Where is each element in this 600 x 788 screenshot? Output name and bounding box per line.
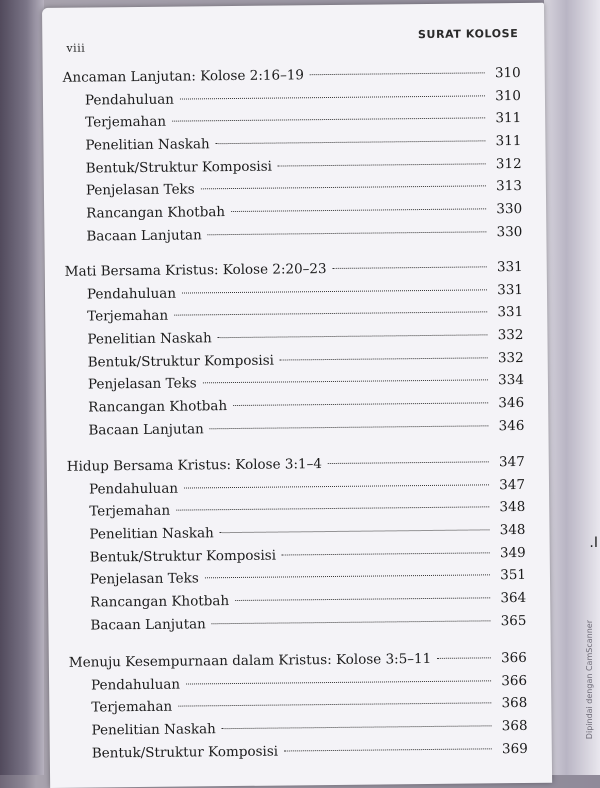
toc-subentry-page: 368 — [501, 718, 528, 735]
toc-subentry-title: Bacaan Lanjutan — [86, 227, 202, 245]
dot-leader — [282, 552, 490, 555]
dot-leader — [222, 725, 492, 729]
dot-leader — [182, 289, 487, 293]
toc-subentry-page: 368 — [501, 695, 528, 712]
dot-leader — [333, 266, 487, 269]
toc-subentry-page: 369 — [501, 740, 528, 757]
dot-leader — [233, 402, 488, 406]
toc-subentry-title: Penjelasan Teks — [89, 570, 199, 588]
toc-subentry — [64, 224, 522, 251]
toc-section — [67, 454, 527, 640]
toc-entry-title: Menuju Kesempurnaan dalam Kristus: Kolose 3:5–11 — [68, 650, 432, 671]
toc-entry-page: 366 — [500, 649, 527, 667]
toc-subentry-page: 365 — [500, 612, 527, 630]
dot-leader — [203, 380, 488, 384]
toc-subentry-title: Bentuk/Struktur Komposisi — [85, 158, 272, 177]
dot-leader — [216, 140, 486, 144]
toc-subentry-title: Penelitian Naskah — [91, 721, 216, 739]
toc-subentry-title: Pendahuluan — [91, 676, 181, 694]
toc-subentry-title: Pendahuluan — [88, 480, 179, 498]
dot-leader — [231, 208, 486, 212]
toc-subentry-title: Penelitian Naskah — [87, 330, 212, 348]
toc-subentry-title: Bacaan Lanjutan — [88, 421, 204, 439]
toc-subentry-title: Penelitian Naskah — [89, 525, 214, 543]
toc-subentry-page: 346 — [498, 417, 525, 435]
toc-subentry-title: Penjelasan Teks — [85, 181, 195, 199]
toc-subentry-title: Bentuk/Struktur Komposisi — [87, 352, 275, 371]
toc-subentry — [70, 741, 528, 768]
book-spine-shadow — [0, 0, 44, 775]
toc-subentry-page: 332 — [497, 349, 524, 366]
dot-leader — [205, 575, 490, 579]
toc-subentry-page: 312 — [495, 155, 522, 173]
dot-leader — [176, 507, 489, 511]
scanner-watermark: Dipindai dengan CamScanner — [585, 620, 594, 740]
dot-leader — [180, 95, 485, 99]
toc-subentry-title: Terjemahan — [89, 503, 171, 520]
toc-subentry-page: 348 — [499, 522, 526, 539]
dot-leader — [174, 312, 487, 316]
toc-subentry-page: 349 — [499, 544, 526, 561]
toc-subentry-title: Bacaan Lanjutan — [90, 616, 206, 634]
toc-subentry-title: Penjelasan Teks — [87, 375, 197, 393]
toc-subentry-page: 330 — [496, 223, 523, 241]
toc-subentry-title: Terjemahan — [91, 699, 173, 716]
dot-leader — [184, 484, 489, 488]
toc-subentry-page: 364 — [500, 590, 527, 607]
toc-subentry-title: Pendahuluan — [84, 91, 175, 109]
toc-subentry-title: Bentuk/Struktur Komposisi — [89, 547, 277, 566]
toc-subentry-page: 348 — [499, 499, 526, 516]
dot-leader — [328, 461, 489, 464]
dot-leader — [186, 680, 491, 684]
dot-leader — [235, 597, 490, 601]
toc-subentry — [66, 418, 524, 445]
toc-subentry-page: 313 — [496, 178, 522, 195]
toc-subentry-title: Terjemahan — [87, 308, 169, 325]
dot-leader — [278, 163, 486, 166]
dot-leader — [280, 357, 488, 360]
dot-leader — [208, 231, 487, 235]
toc-entry-page: 347 — [498, 453, 525, 471]
edge-mark: .I — [589, 535, 598, 551]
toc-entry-page: 310 — [494, 64, 521, 82]
toc-subentry-page: 331 — [497, 281, 524, 298]
dot-leader — [172, 118, 485, 122]
toc-subentry-title: Rancangan Khotbah — [88, 398, 228, 416]
dot-leader — [210, 425, 489, 429]
toc-subentry — [68, 613, 526, 640]
toc-subentry-title: Penelitian Naskah — [85, 136, 210, 154]
dot-leader — [220, 529, 490, 533]
toc-subentry-page: 310 — [495, 87, 522, 104]
running-head: SURAT KOLOSE — [417, 27, 519, 42]
toc-subentry-title: Rancangan Khotbah — [86, 204, 226, 222]
toc-subentry-page: 366 — [501, 672, 528, 689]
toc-section — [65, 259, 525, 445]
toc-subentry-page: 332 — [497, 327, 524, 344]
toc-entry-title: Ancaman Lanjutan: Kolose 2:16–19 — [62, 67, 305, 86]
toc-subentry-title: Rancangan Khotbah — [90, 593, 230, 611]
toc-subentry-page: 311 — [495, 110, 522, 127]
toc-subentry-page: 331 — [497, 304, 524, 321]
dot-leader — [178, 703, 491, 707]
dot-leader — [437, 657, 491, 659]
toc-subentry-title: Terjemahan — [85, 114, 167, 131]
toc-subentry-page: 334 — [498, 372, 525, 389]
page-number: viii — [66, 41, 86, 55]
dot-leader — [201, 186, 486, 190]
toc-subentry-page: 330 — [496, 201, 523, 218]
toc-entry-title: Mati Bersama Kristus: Kolose 2:20–23 — [64, 261, 327, 280]
toc-subentry-title: Pendahuluan — [86, 285, 177, 303]
toc-subentry-page: 346 — [498, 395, 525, 412]
toc-page — [42, 3, 552, 788]
dot-leader — [310, 72, 485, 75]
toc-section — [69, 650, 528, 768]
toc-subentry-page: 311 — [495, 133, 522, 150]
toc-entry-title: Hidup Bersama Kristus: Kolose 3:1–4 — [66, 456, 322, 475]
toc-subentry-page: 347 — [499, 476, 526, 493]
dot-leader — [218, 334, 488, 338]
toc-section — [63, 65, 523, 251]
dot-leader — [212, 620, 491, 624]
toc-entry-page: 331 — [496, 258, 523, 276]
dot-leader — [284, 748, 492, 751]
toc-subentry-title: Bentuk/Struktur Komposisi — [91, 743, 279, 762]
toc-subentry-page: 351 — [500, 567, 527, 584]
